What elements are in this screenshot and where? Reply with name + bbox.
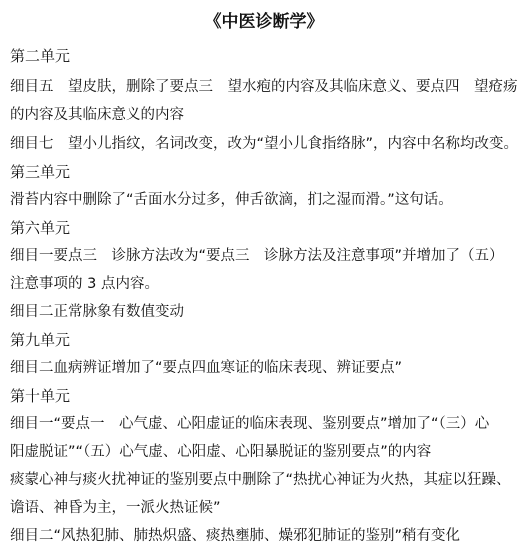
text-line: 细目一“要点一 心气虚、心阳虚证的临床表现、鉴别要点”增加了“（三）心 [10,416,490,432]
document-title: 《中医诊断学》 [204,12,324,32]
text-line: 细目一要点三 诊脉方法改为“要点三 诊脉方法及注意事项”并增加了（五） [10,248,504,264]
section-heading: 第十单元 [10,387,71,405]
text-line: 谵语、神昏为主，一派火热证候” [10,500,221,516]
section-heading: 第二单元 [10,47,71,65]
text-line: 痰蒙心神与痰火扰神证的鉴别要点中删除了“热扰心神证为火热，其症以狂躁、 [10,472,511,488]
text-line: 细目五 望皮肤，删除了要点三 望水疱的内容及其临床意义、要点四 望疮疡 [10,79,518,95]
text-line: 细目二“风热犯肺、肺热炽盛、痰热壅肺、燥邪犯肺证的鉴别”稍有变化 [10,528,461,544]
text-line: 细目二血病辨证增加了“要点四血寒证的临床表现、辨证要点” [10,360,403,376]
section-heading: 第九单元 [10,331,71,349]
text-line: 滑苔内容中删除了“舌面水分过多，伸舌欲滴，扪之湿而滑。”这句话。 [10,192,453,208]
section-heading: 第三单元 [10,163,71,181]
text-line: 细目二正常脉象有数值变动 [10,304,184,320]
text-line: 的内容及其临床意义的内容 [10,107,184,123]
text-line: 细目七 望小儿指纹，名词改变，改为“望小儿食指络脉”，内容中名称均改变。 [10,136,519,152]
text-line: 阳虚脱证”“（五）心气虚、心阳虚、心阳暴脱证的鉴别要点”的内容 [10,444,432,460]
section-heading: 第六单元 [10,219,71,237]
text-line: 注意事项的 3 点内容。 [10,276,159,292]
